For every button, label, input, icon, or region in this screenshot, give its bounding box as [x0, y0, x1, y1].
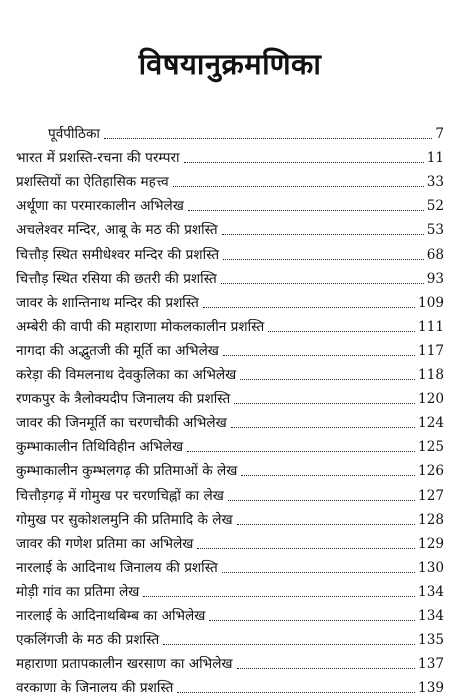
- dot-leader: [188, 210, 424, 211]
- toc-entry-page: 109: [418, 294, 444, 311]
- toc-entry-page: 11: [426, 150, 444, 167]
- toc-entry-label: जावर की गणेश प्रतिमा का अभिलेख: [16, 535, 194, 552]
- toc-entry-label: प्रशस्तियों का ऐतिहासिक महत्त्व: [16, 174, 169, 191]
- toc-entry-label: जावर के शान्तिनाथ मन्दिर की प्रशस्ति: [16, 294, 199, 311]
- toc-entry-label: नारलाई के आदिनाथ जिनालय की प्रशस्ति: [16, 559, 218, 576]
- toc-entry-page: 118: [418, 367, 444, 384]
- toc-entry-label: अचलेश्वर मन्दिर, आबू के मठ की प्रशस्ति: [16, 222, 218, 239]
- toc-entry-label: नारलाई के आदिनाथबिम्ब का अभिलेख: [16, 607, 206, 624]
- dot-leader: [177, 692, 415, 693]
- toc-entry-page: 139: [418, 680, 444, 697]
- dot-leader: [187, 451, 415, 452]
- dot-leader: [163, 644, 415, 645]
- toc-entry-page: 128: [418, 511, 444, 528]
- toc-entry-page: 134: [418, 607, 444, 624]
- toc-entry[interactable]: [0, 360, 444, 384]
- toc-entry-page: 120: [418, 391, 444, 408]
- toc-entry-page: 117: [418, 342, 444, 359]
- toc-entry[interactable]: [0, 432, 444, 456]
- toc-entry[interactable]: [0, 167, 444, 191]
- toc-entry-page: 134: [418, 583, 444, 600]
- toc-entry[interactable]: [0, 312, 444, 336]
- toc-entry[interactable]: [0, 553, 444, 577]
- toc-entry-label: अम्बेरी की वापी की महाराणा मोकलकालीन प्रशस्ति: [16, 318, 265, 335]
- toc-entry-label: चित्तौड़ स्थित रसिया की छतरी की प्रशस्ति: [16, 270, 217, 287]
- toc-entry[interactable]: [0, 384, 444, 408]
- dot-leader: [268, 331, 415, 332]
- toc-entry-label: मोड़ी गांव का प्रतिमा लेख: [16, 583, 140, 600]
- toc-entry-label: करेड़ा की विमलनाथ देवकुलिका का अभिलेख: [16, 367, 237, 384]
- toc-entry-page: 52: [426, 198, 444, 215]
- dot-leader: [209, 620, 415, 621]
- dot-leader: [173, 186, 424, 187]
- dot-leader: [143, 596, 415, 597]
- toc-entry[interactable]: [0, 505, 444, 529]
- toc-entry-label: नागदा की अद्भुतजी की मूर्ति का अभिलेख: [16, 342, 219, 359]
- dot-leader: [241, 475, 415, 476]
- dot-leader: [221, 283, 424, 284]
- toc-entry[interactable]: [0, 143, 444, 167]
- dot-leader: [237, 524, 415, 525]
- page-title: विषयानुक्रमणिका: [138, 47, 322, 81]
- toc-entry[interactable]: [0, 191, 444, 215]
- dot-leader: [104, 138, 432, 139]
- toc-entry[interactable]: [0, 288, 444, 312]
- toc-entry-page: 125: [418, 439, 444, 456]
- dot-leader: [231, 427, 415, 428]
- table-of-contents: [0, 119, 460, 697]
- toc-entry-label: रणकपुर के त्रैलोक्यदीप जिनालय की प्रशस्ति: [16, 391, 231, 408]
- toc-entry-label: जावर की जिनमूर्ति का चरणचौकी अभिलेख: [16, 415, 227, 432]
- toc-entry[interactable]: [0, 264, 444, 288]
- toc-entry[interactable]: [0, 215, 444, 239]
- dot-leader: [184, 162, 424, 163]
- toc-entry-page: 7: [435, 126, 444, 143]
- toc-entry[interactable]: [0, 601, 444, 625]
- toc-entry[interactable]: [0, 577, 444, 601]
- toc-entry-label: वरकाणा के जिनालय की प्रशस्ति: [16, 680, 174, 697]
- toc-entry[interactable]: [0, 408, 444, 432]
- toc-entry-label: चित्तौड़गढ़ में गोमुख पर चरणचिह्नों का लेख: [16, 487, 224, 504]
- toc-entry[interactable]: [0, 119, 444, 143]
- toc-entry-label: कुम्भाकालीन कुम्भलगढ़ की प्रतिमाओं के लेख: [16, 463, 238, 480]
- toc-entry-label: भारत में प्रशस्ति-रचना की परम्परा: [16, 150, 180, 167]
- toc-entry-page: 129: [418, 535, 444, 552]
- toc-entry-label: अर्थूणा का परमारकालीन अभिलेख: [16, 198, 184, 215]
- toc-entry-label: पूर्वपीठिका: [48, 126, 100, 143]
- toc-entry[interactable]: [0, 456, 444, 480]
- toc-entry-page: 130: [418, 559, 444, 576]
- toc-entry[interactable]: [0, 239, 444, 263]
- toc-entry-label: गोमुख पर सुकोशलमुनि की प्रतिमादि के लेख: [16, 511, 233, 528]
- dot-leader: [228, 500, 415, 501]
- dot-leader: [223, 355, 415, 356]
- toc-entry-page: 68: [426, 246, 444, 263]
- dot-leader: [203, 307, 415, 308]
- toc-entry-page: 135: [418, 632, 444, 649]
- dot-leader: [240, 379, 415, 380]
- toc-entry[interactable]: [0, 480, 444, 504]
- toc-entry[interactable]: [0, 529, 444, 553]
- dot-leader: [234, 403, 415, 404]
- dot-leader: [197, 548, 415, 549]
- toc-entry-page: 124: [418, 415, 444, 432]
- toc-entry-page: 127: [418, 487, 444, 504]
- toc-entry-page: 137: [418, 656, 444, 673]
- dot-leader: [222, 234, 424, 235]
- toc-entry[interactable]: [0, 673, 444, 697]
- toc-entry-label: एकलिंगजी के मठ की प्रशस्ति: [16, 632, 160, 649]
- toc-entry[interactable]: [0, 649, 444, 673]
- toc-entry-label: कुम्भाकालीन तिथिविहीन अभिलेख: [16, 439, 184, 456]
- toc-entry-label: चित्तौड़ स्थित समीधेश्वर मन्दिर की प्रशस्ति: [16, 246, 220, 263]
- toc-entry-page: 126: [418, 463, 444, 480]
- dot-leader: [222, 572, 415, 573]
- toc-entry[interactable]: [0, 625, 444, 649]
- toc-entry-page: 111: [418, 318, 444, 335]
- toc-entry-label: महाराणा प्रतापकालीन खरसाण का अभिलेख: [16, 656, 233, 673]
- toc-entry-page: 53: [426, 222, 444, 239]
- toc-entry-page: 33: [426, 174, 444, 191]
- dot-leader: [223, 259, 424, 260]
- dot-leader: [237, 668, 416, 669]
- toc-entry[interactable]: [0, 336, 444, 360]
- toc-entry-page: 93: [426, 270, 444, 287]
